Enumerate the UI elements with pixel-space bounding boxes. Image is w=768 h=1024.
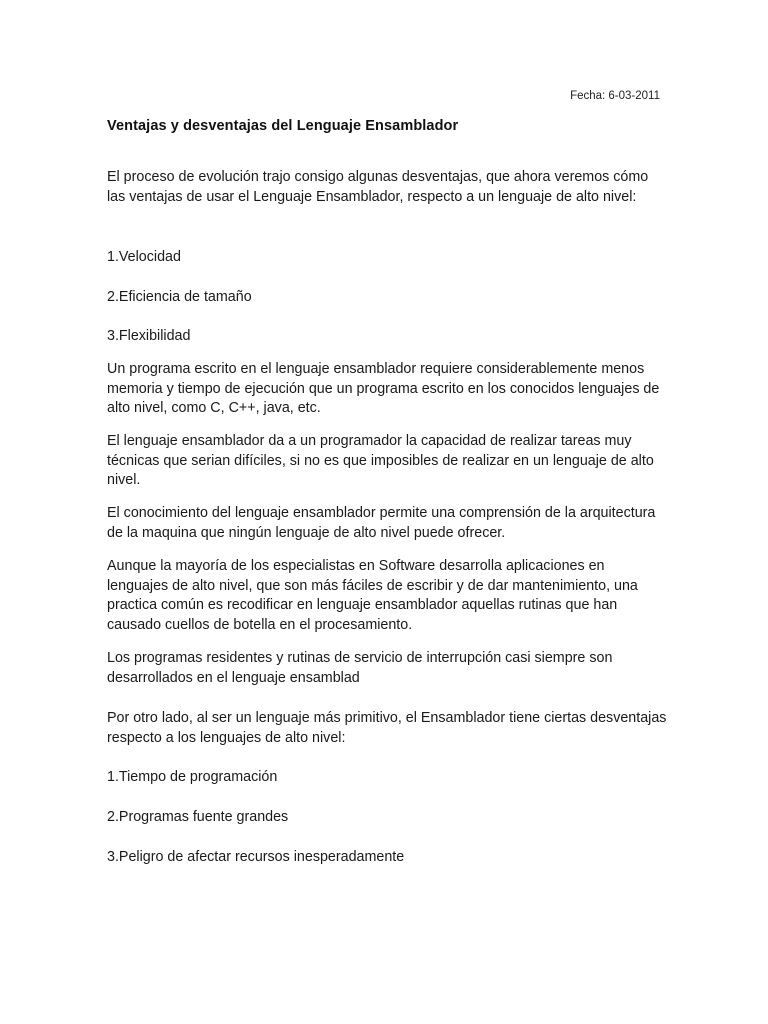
disadvantage-item: 1.Tiempo de programación [107, 769, 278, 785]
advantage-item: 3.Flexibilidad [107, 328, 191, 344]
disadvantage-item: 2.Programas fuente grandes [107, 809, 289, 825]
body-paragraph: Los programas residentes y rutinas de servicio de interrupción casi siempre son desarrollados en el lenguaje ensamblad [107, 650, 613, 686]
document-date: Fecha: 6-03-2011 [570, 90, 660, 102]
advantage-item: 2.Eficiencia de tamaño [107, 289, 252, 305]
body-paragraph: Un programa escrito en el lenguaje ensamblador requiere considerablemente menos memoria y tiempo de ejecución que un programa escrito en los conocidos lenguajes de alto nivel, como C, C++, java, etc. [107, 361, 660, 417]
body-paragraph: El lenguaje ensamblador da a un programador la capacidad de realizar tareas muy técnicas que serian difíciles, si no es que imposibles de realizar en un lenguaje de alto nivel. [107, 433, 654, 489]
advantage-item: 1.Velocidad [107, 249, 181, 265]
document-title: Ventajas y desventajas del Lenguaje Ensamblador [107, 118, 459, 134]
body-paragraph: El conocimiento del lenguaje ensamblador permite una comprensión de la arquitectura de la maquina que ningún lenguaje de alto nivel puede ofrecer. [107, 505, 656, 541]
disadvantages-intro: Por otro lado, al ser un lenguaje más primitivo, el Ensamblador tiene ciertas desventajas respecto a los lenguajes de alto nivel: [107, 710, 667, 746]
disadvantage-item: 3.Peligro de afectar recursos inesperadamente [107, 849, 405, 865]
intro-paragraph: El proceso de evolución trajo consigo algunas desventajas, que ahora veremos cómo las ventajas de usar el Lenguaje Ensamblador, respecto a un lenguaje de alto nivel: [107, 169, 649, 205]
body-paragraph: Aunque la mayoría de los especialistas en Software desarrolla aplicaciones en lenguajes de alto nivel, que son más fáciles de escribir y de dar mantenimiento, una practica común es recodificar en lenguaje ensamblador aquellas rutinas que han causado cuellos de botella en el procesamiento. [107, 558, 638, 633]
